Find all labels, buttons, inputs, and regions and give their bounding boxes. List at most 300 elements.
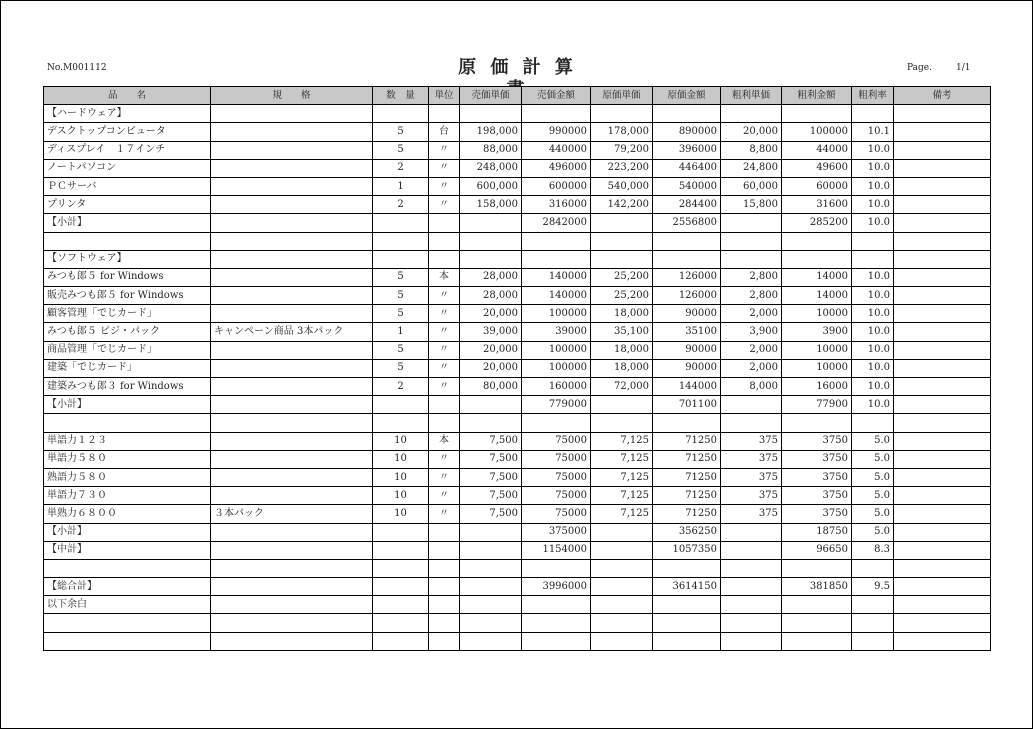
cell-spec bbox=[211, 632, 373, 650]
cell-unit: 〃 bbox=[429, 177, 460, 195]
cell-profit-unit-price bbox=[721, 214, 782, 232]
cell-sale-amount: 75000 bbox=[522, 468, 591, 486]
cell-cost-amount: 71250 bbox=[653, 468, 721, 486]
cell-quantity: 10 bbox=[373, 505, 429, 523]
cell-item-name: 単語力５８０ bbox=[44, 450, 211, 468]
cell-sale-unit-price: 158,000 bbox=[460, 196, 522, 214]
cell-unit: 〃 bbox=[429, 287, 460, 305]
cell-profit-amount: 31600 bbox=[782, 196, 852, 214]
cell-cost-amount: 701100 bbox=[653, 396, 721, 414]
cell-spec bbox=[211, 596, 373, 614]
cell-unit: 〃 bbox=[429, 505, 460, 523]
cell-spec bbox=[211, 396, 373, 414]
cell-remarks bbox=[894, 541, 991, 559]
cell-sale-unit-price bbox=[460, 632, 522, 650]
cell-sale-unit-price bbox=[460, 250, 522, 268]
cell-cost-amount bbox=[653, 596, 721, 614]
cell-cost-unit-price: 178,000 bbox=[591, 123, 653, 141]
cell-profit-rate: 10.1 bbox=[852, 123, 894, 141]
cell-item-name: デスクトップコンピュータ bbox=[44, 123, 211, 141]
cell-item-name: 【中計】 bbox=[44, 541, 211, 559]
cell-profit-rate: 10.0 bbox=[852, 341, 894, 359]
cell-sale-unit-price bbox=[460, 105, 522, 123]
header-quantity: 数 量 bbox=[373, 87, 429, 105]
cell-remarks bbox=[894, 341, 991, 359]
cell-sale-unit-price bbox=[460, 578, 522, 596]
cell-profit-unit-price: 375 bbox=[721, 432, 782, 450]
cell-unit bbox=[429, 596, 460, 614]
cell-cost-amount bbox=[653, 632, 721, 650]
page-label: Page. bbox=[907, 63, 932, 73]
cell-profit-rate: 10.0 bbox=[852, 359, 894, 377]
header-unit: 単位 bbox=[429, 87, 460, 105]
cell-remarks bbox=[894, 323, 991, 341]
cell-unit bbox=[429, 232, 460, 250]
table-row bbox=[44, 414, 991, 432]
cell-cost-unit-price: 540,000 bbox=[591, 177, 653, 195]
cell-profit-rate bbox=[852, 414, 894, 432]
cell-sale-amount: 140000 bbox=[522, 268, 591, 286]
cell-quantity bbox=[373, 578, 429, 596]
table-row bbox=[44, 341, 991, 359]
cell-profit-unit-price: 375 bbox=[721, 505, 782, 523]
cell-spec bbox=[211, 559, 373, 577]
cell-quantity bbox=[373, 559, 429, 577]
cell-profit-unit-price bbox=[721, 414, 782, 432]
cell-cost-unit-price: 25,200 bbox=[591, 287, 653, 305]
cell-sale-amount: 2842000 bbox=[522, 214, 591, 232]
table-row bbox=[44, 378, 991, 396]
header-cost-amount: 原価金額 bbox=[653, 87, 721, 105]
cell-profit-unit-price bbox=[721, 232, 782, 250]
cell-remarks bbox=[894, 159, 991, 177]
cell-item-name: 単熟力６８００ bbox=[44, 505, 211, 523]
cell-sale-unit-price bbox=[460, 541, 522, 559]
cell-sale-amount: 75000 bbox=[522, 450, 591, 468]
cell-profit-rate: 5.0 bbox=[852, 505, 894, 523]
cell-profit-rate bbox=[852, 232, 894, 250]
cell-spec bbox=[211, 468, 373, 486]
table-row bbox=[44, 141, 991, 159]
cell-item-name: 販売みつも郎５ for Windows bbox=[44, 287, 211, 305]
cell-sale-amount: 779000 bbox=[522, 396, 591, 414]
cell-sale-amount bbox=[522, 596, 591, 614]
cell-cost-unit-price: 223,200 bbox=[591, 159, 653, 177]
cell-cost-amount bbox=[653, 559, 721, 577]
cell-profit-rate: 5.0 bbox=[852, 523, 894, 541]
cell-item-name bbox=[44, 559, 211, 577]
cell-item-name: プリンタ bbox=[44, 196, 211, 214]
cell-item-name: ノートパソコン bbox=[44, 159, 211, 177]
cell-cost-unit-price bbox=[591, 232, 653, 250]
cell-cost-unit-price bbox=[591, 214, 653, 232]
table-row bbox=[44, 614, 991, 632]
cell-profit-rate bbox=[852, 596, 894, 614]
cell-spec bbox=[211, 450, 373, 468]
table-row bbox=[44, 250, 991, 268]
cell-cost-unit-price: 79,200 bbox=[591, 141, 653, 159]
cell-quantity: 5 bbox=[373, 359, 429, 377]
cell-remarks bbox=[894, 214, 991, 232]
cell-sale-amount: 160000 bbox=[522, 378, 591, 396]
cell-sale-unit-price: 600,000 bbox=[460, 177, 522, 195]
cell-cost-amount: 35100 bbox=[653, 323, 721, 341]
cell-profit-amount: 14000 bbox=[782, 268, 852, 286]
cell-unit bbox=[429, 414, 460, 432]
table-row bbox=[44, 305, 991, 323]
cell-quantity bbox=[373, 541, 429, 559]
cell-unit bbox=[429, 614, 460, 632]
cell-cost-unit-price bbox=[591, 523, 653, 541]
cell-spec bbox=[211, 341, 373, 359]
cell-profit-amount bbox=[782, 632, 852, 650]
cell-quantity: 2 bbox=[373, 159, 429, 177]
table-row bbox=[44, 523, 991, 541]
cell-sale-unit-price: 88,000 bbox=[460, 141, 522, 159]
cell-remarks bbox=[894, 105, 991, 123]
cell-cost-unit-price bbox=[591, 614, 653, 632]
cell-item-name: 建築みつも郎３ for Windows bbox=[44, 378, 211, 396]
cell-profit-rate bbox=[852, 250, 894, 268]
cell-sale-unit-price bbox=[460, 396, 522, 414]
table-row bbox=[44, 596, 991, 614]
cell-profit-unit-price bbox=[721, 250, 782, 268]
table-row bbox=[44, 232, 991, 250]
cell-remarks bbox=[894, 232, 991, 250]
cell-cost-unit-price bbox=[591, 250, 653, 268]
cell-profit-amount bbox=[782, 105, 852, 123]
cell-sale-unit-price: 80,000 bbox=[460, 378, 522, 396]
cell-cost-unit-price: 7,125 bbox=[591, 432, 653, 450]
cell-cost-unit-price bbox=[591, 632, 653, 650]
cell-profit-amount: 49600 bbox=[782, 159, 852, 177]
cell-sale-unit-price: 39,000 bbox=[460, 323, 522, 341]
cell-cost-amount: 126000 bbox=[653, 287, 721, 305]
cell-spec bbox=[211, 214, 373, 232]
cell-unit: 〃 bbox=[429, 159, 460, 177]
cell-profit-amount: 60000 bbox=[782, 177, 852, 195]
header-sale-amount: 売価金額 bbox=[522, 87, 591, 105]
cell-cost-amount: 71250 bbox=[653, 450, 721, 468]
cell-quantity: 2 bbox=[373, 196, 429, 214]
table-row bbox=[44, 177, 991, 195]
cell-unit bbox=[429, 632, 460, 650]
cell-unit bbox=[429, 523, 460, 541]
cell-cost-amount: 90000 bbox=[653, 359, 721, 377]
cell-sale-unit-price bbox=[460, 232, 522, 250]
cell-profit-unit-price: 375 bbox=[721, 468, 782, 486]
cell-profit-unit-price: 375 bbox=[721, 450, 782, 468]
table-row bbox=[44, 268, 991, 286]
cell-cost-amount: 540000 bbox=[653, 177, 721, 195]
cell-remarks bbox=[894, 432, 991, 450]
cell-profit-unit-price bbox=[721, 614, 782, 632]
cell-profit-rate: 10.0 bbox=[852, 305, 894, 323]
cell-item-name: 熟語力５８０ bbox=[44, 468, 211, 486]
header-sale-unit-price: 売価単価 bbox=[460, 87, 522, 105]
cell-profit-rate: 10.0 bbox=[852, 268, 894, 286]
cell-unit: 本 bbox=[429, 268, 460, 286]
cell-spec bbox=[211, 105, 373, 123]
cell-cost-amount: 126000 bbox=[653, 268, 721, 286]
cell-quantity: 1 bbox=[373, 177, 429, 195]
cell-profit-amount bbox=[782, 232, 852, 250]
cell-quantity: 5 bbox=[373, 287, 429, 305]
cell-spec bbox=[211, 141, 373, 159]
cell-quantity bbox=[373, 250, 429, 268]
cell-profit-amount: 3900 bbox=[782, 323, 852, 341]
cell-sale-unit-price: 20,000 bbox=[460, 341, 522, 359]
cell-profit-rate: 10.0 bbox=[852, 196, 894, 214]
document-number: No.M001112 bbox=[47, 63, 107, 73]
cell-cost-unit-price bbox=[591, 596, 653, 614]
cell-remarks bbox=[894, 632, 991, 650]
cell-quantity bbox=[373, 596, 429, 614]
cell-cost-amount: 71250 bbox=[653, 487, 721, 505]
cell-quantity bbox=[373, 632, 429, 650]
cell-sale-unit-price: 7,500 bbox=[460, 505, 522, 523]
cell-item-name: 商品管理「でじカード」 bbox=[44, 341, 211, 359]
cell-sale-amount bbox=[522, 559, 591, 577]
table-row bbox=[44, 287, 991, 305]
cell-sale-amount bbox=[522, 232, 591, 250]
cell-cost-amount bbox=[653, 105, 721, 123]
table-row bbox=[44, 487, 991, 505]
cell-profit-amount: 3750 bbox=[782, 468, 852, 486]
cell-spec bbox=[211, 305, 373, 323]
cell-profit-unit-price: 20,000 bbox=[721, 123, 782, 141]
table-row bbox=[44, 323, 991, 341]
cell-remarks bbox=[894, 523, 991, 541]
cell-item-name bbox=[44, 614, 211, 632]
cell-cost-amount: 71250 bbox=[653, 505, 721, 523]
cell-sale-amount: 100000 bbox=[522, 359, 591, 377]
cell-cost-unit-price bbox=[591, 578, 653, 596]
cell-item-name: ディスプレイ １７インチ bbox=[44, 141, 211, 159]
cell-profit-unit-price: 2,800 bbox=[721, 287, 782, 305]
cell-profit-amount: 16000 bbox=[782, 378, 852, 396]
cell-sale-unit-price: 7,500 bbox=[460, 487, 522, 505]
header-cost-unit-price: 原価単価 bbox=[591, 87, 653, 105]
cell-profit-amount bbox=[782, 596, 852, 614]
cell-quantity bbox=[373, 232, 429, 250]
cell-profit-unit-price bbox=[721, 105, 782, 123]
cell-profit-amount: 96650 bbox=[782, 541, 852, 559]
cell-quantity bbox=[373, 614, 429, 632]
cell-cost-amount: 446400 bbox=[653, 159, 721, 177]
cell-cost-unit-price bbox=[591, 541, 653, 559]
cell-spec bbox=[211, 159, 373, 177]
cell-profit-rate: 10.0 bbox=[852, 287, 894, 305]
cell-profit-amount bbox=[782, 559, 852, 577]
cell-profit-amount: 10000 bbox=[782, 341, 852, 359]
cell-profit-unit-price bbox=[721, 596, 782, 614]
cell-spec: ３本パック bbox=[211, 505, 373, 523]
cell-spec bbox=[211, 123, 373, 141]
cell-unit: 〃 bbox=[429, 196, 460, 214]
cell-profit-amount bbox=[782, 250, 852, 268]
cell-sale-unit-price bbox=[460, 523, 522, 541]
cell-sale-unit-price: 28,000 bbox=[460, 268, 522, 286]
cell-profit-rate: 5.0 bbox=[852, 432, 894, 450]
cell-sale-amount: 990000 bbox=[522, 123, 591, 141]
cell-sale-unit-price: 248,000 bbox=[460, 159, 522, 177]
cell-cost-amount: 2556800 bbox=[653, 214, 721, 232]
cell-sale-unit-price: 7,500 bbox=[460, 450, 522, 468]
cell-cost-amount bbox=[653, 250, 721, 268]
cell-quantity: 10 bbox=[373, 432, 429, 450]
cell-cost-unit-price: 7,125 bbox=[591, 468, 653, 486]
cell-sale-unit-price: 28,000 bbox=[460, 287, 522, 305]
cell-profit-rate: 10.0 bbox=[852, 159, 894, 177]
table-row bbox=[44, 632, 991, 650]
cost-calculation-table bbox=[43, 86, 991, 651]
cell-profit-unit-price: 2,800 bbox=[721, 268, 782, 286]
cell-sale-amount bbox=[522, 105, 591, 123]
document-title: 原 価 計 算 bbox=[445, 57, 590, 102]
cell-sale-amount: 440000 bbox=[522, 141, 591, 159]
cell-profit-amount: 3750 bbox=[782, 505, 852, 523]
cell-spec bbox=[211, 414, 373, 432]
table-body bbox=[44, 105, 991, 651]
table-row bbox=[44, 359, 991, 377]
cell-remarks bbox=[894, 578, 991, 596]
cell-cost-amount bbox=[653, 414, 721, 432]
cell-profit-unit-price: 8,800 bbox=[721, 141, 782, 159]
cell-quantity bbox=[373, 414, 429, 432]
cell-sale-amount: 100000 bbox=[522, 341, 591, 359]
cell-profit-amount: 381850 bbox=[782, 578, 852, 596]
cell-profit-amount: 14000 bbox=[782, 287, 852, 305]
cell-spec bbox=[211, 487, 373, 505]
cell-spec bbox=[211, 378, 373, 396]
cell-remarks bbox=[894, 177, 991, 195]
cell-cost-unit-price: 142,200 bbox=[591, 196, 653, 214]
cell-quantity: 5 bbox=[373, 141, 429, 159]
cell-item-name: 【小計】 bbox=[44, 523, 211, 541]
cell-profit-rate: 5.0 bbox=[852, 450, 894, 468]
cell-profit-unit-price: 2,000 bbox=[721, 341, 782, 359]
cell-sale-unit-price bbox=[460, 559, 522, 577]
cell-cost-amount: 890000 bbox=[653, 123, 721, 141]
cell-item-name bbox=[44, 414, 211, 432]
cell-sale-amount: 39000 bbox=[522, 323, 591, 341]
cell-remarks bbox=[894, 359, 991, 377]
cell-unit: 〃 bbox=[429, 141, 460, 159]
cell-cost-unit-price: 7,125 bbox=[591, 487, 653, 505]
cell-unit: 〃 bbox=[429, 341, 460, 359]
cell-cost-amount: 396000 bbox=[653, 141, 721, 159]
cell-cost-unit-price: 7,125 bbox=[591, 505, 653, 523]
cell-sale-amount: 375000 bbox=[522, 523, 591, 541]
cell-unit bbox=[429, 559, 460, 577]
cell-item-name: 単語力７３０ bbox=[44, 487, 211, 505]
table-row bbox=[44, 541, 991, 559]
cell-profit-unit-price bbox=[721, 578, 782, 596]
cell-unit bbox=[429, 541, 460, 559]
cell-profit-rate: 5.0 bbox=[852, 487, 894, 505]
header-profit-rate: 粗利率 bbox=[852, 87, 894, 105]
cell-profit-unit-price: 375 bbox=[721, 487, 782, 505]
cell-unit: 〃 bbox=[429, 359, 460, 377]
cell-profit-unit-price bbox=[721, 559, 782, 577]
cell-sale-amount: 600000 bbox=[522, 177, 591, 195]
cell-remarks bbox=[894, 250, 991, 268]
cell-profit-rate bbox=[852, 105, 894, 123]
cell-sale-amount: 316000 bbox=[522, 196, 591, 214]
table-row bbox=[44, 578, 991, 596]
cell-profit-rate: 10.0 bbox=[852, 177, 894, 195]
cell-profit-amount bbox=[782, 614, 852, 632]
table-row bbox=[44, 559, 991, 577]
cell-cost-unit-price bbox=[591, 559, 653, 577]
cell-sale-unit-price: 7,500 bbox=[460, 432, 522, 450]
cell-item-name: 建築「でじカード」 bbox=[44, 359, 211, 377]
cell-remarks bbox=[894, 196, 991, 214]
cell-quantity bbox=[373, 396, 429, 414]
cell-profit-unit-price: 60,000 bbox=[721, 177, 782, 195]
cell-profit-rate: 10.0 bbox=[852, 378, 894, 396]
table-row bbox=[44, 159, 991, 177]
cell-quantity: 10 bbox=[373, 487, 429, 505]
table-header-row bbox=[44, 87, 991, 105]
cell-profit-rate: 10.0 bbox=[852, 396, 894, 414]
cell-sale-unit-price bbox=[460, 214, 522, 232]
cell-spec bbox=[211, 268, 373, 286]
cell-item-name: 【総合計】 bbox=[44, 578, 211, 596]
cell-remarks bbox=[894, 487, 991, 505]
cell-remarks bbox=[894, 468, 991, 486]
cell-unit bbox=[429, 105, 460, 123]
cell-cost-unit-price: 35,100 bbox=[591, 323, 653, 341]
cell-profit-unit-price: 2,000 bbox=[721, 305, 782, 323]
cell-sale-unit-price: 198,000 bbox=[460, 123, 522, 141]
cell-profit-unit-price: 15,800 bbox=[721, 196, 782, 214]
cell-spec bbox=[211, 523, 373, 541]
cell-sale-amount bbox=[522, 632, 591, 650]
cell-cost-unit-price: 18,000 bbox=[591, 359, 653, 377]
cell-cost-amount: 356250 bbox=[653, 523, 721, 541]
cell-unit: 〃 bbox=[429, 323, 460, 341]
cell-spec bbox=[211, 232, 373, 250]
cell-profit-rate: 10.0 bbox=[852, 214, 894, 232]
cell-unit: 〃 bbox=[429, 468, 460, 486]
cell-remarks bbox=[894, 559, 991, 577]
cell-profit-amount: 77900 bbox=[782, 396, 852, 414]
page-number: 1/1 bbox=[956, 63, 971, 73]
cell-remarks bbox=[894, 123, 991, 141]
cell-remarks bbox=[894, 378, 991, 396]
cell-unit: 〃 bbox=[429, 305, 460, 323]
cell-remarks bbox=[894, 268, 991, 286]
cell-quantity bbox=[373, 214, 429, 232]
cell-profit-amount: 18750 bbox=[782, 523, 852, 541]
cell-remarks bbox=[894, 414, 991, 432]
table-row bbox=[44, 105, 991, 123]
cell-remarks bbox=[894, 305, 991, 323]
cell-profit-rate bbox=[852, 614, 894, 632]
cell-cost-unit-price: 18,000 bbox=[591, 341, 653, 359]
cell-spec bbox=[211, 287, 373, 305]
cell-profit-unit-price bbox=[721, 541, 782, 559]
cell-spec bbox=[211, 541, 373, 559]
cell-profit-amount: 3750 bbox=[782, 450, 852, 468]
cell-spec bbox=[211, 359, 373, 377]
table-row bbox=[44, 196, 991, 214]
header-spec: 規 格 bbox=[211, 87, 373, 105]
cell-unit: 〃 bbox=[429, 450, 460, 468]
cell-quantity: 2 bbox=[373, 378, 429, 396]
